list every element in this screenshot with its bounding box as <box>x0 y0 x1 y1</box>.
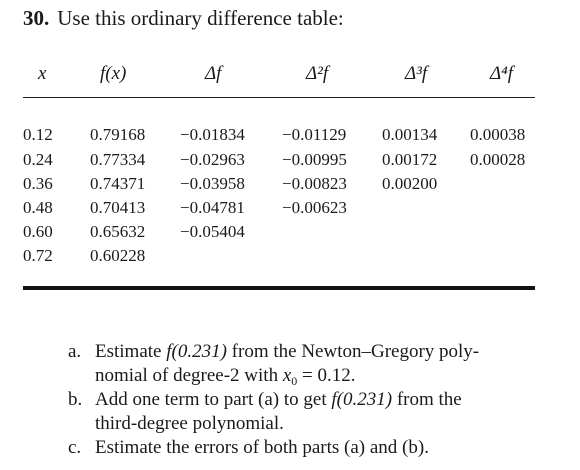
part-text: from the <box>392 389 462 410</box>
table-row <box>0 222 580 248</box>
header-delta4-f: Δ⁴f <box>490 63 514 84</box>
cell-delta3-f: 0.00134 <box>382 125 438 144</box>
cell-x: 0.72 <box>23 246 53 265</box>
cell-fx: 0.70413 <box>90 198 146 217</box>
table-row <box>0 125 580 151</box>
cell-x: 0.12 <box>23 125 53 144</box>
cell-delta3-f: 0.00172 <box>382 150 438 169</box>
cell-delta-f: −0.04781 <box>180 198 245 217</box>
problem-parts <box>68 340 568 460</box>
part-label: c. <box>68 437 82 458</box>
header-delta2-f: Δ²f <box>306 63 329 84</box>
cell-delta-f: −0.05404 <box>180 222 245 241</box>
cell-delta2-f: −0.00823 <box>282 174 347 193</box>
table-header-row <box>0 63 580 93</box>
cell-delta-f: −0.03958 <box>180 174 245 193</box>
part-text: third-degree polynomial. <box>95 413 284 434</box>
part-b <box>68 388 568 436</box>
part-text: Estimate the errors of both parts (a) and (b). <box>95 437 429 458</box>
cell-x: 0.24 <box>23 150 53 169</box>
cell-x: 0.48 <box>23 198 53 217</box>
table-row <box>0 198 580 224</box>
table-row <box>0 174 580 200</box>
header-delta-f: Δf <box>205 63 222 84</box>
cell-x: 0.60 <box>23 222 53 241</box>
part-text: = 0.12. <box>297 365 356 386</box>
header-x: x <box>38 63 47 84</box>
part-math: f(0.231) <box>331 389 393 410</box>
part-text: from the Newton–Gregory poly- <box>226 341 480 362</box>
part-c <box>68 436 568 460</box>
table-row <box>0 246 580 272</box>
cell-delta3-f: 0.00200 <box>382 174 438 193</box>
cell-fx: 0.74371 <box>90 174 146 193</box>
problem-heading <box>23 6 344 31</box>
cell-x: 0.36 <box>23 174 53 193</box>
part-math: x <box>282 365 292 386</box>
cell-delta4-f: 0.00038 <box>470 125 526 144</box>
cell-delta-f: −0.02963 <box>180 150 245 169</box>
problem-prompt: Use this ordinary difference table: <box>57 6 344 30</box>
part-a <box>68 340 568 388</box>
part-text: Add one term to part (a) to get <box>95 389 332 410</box>
cell-fx: 0.65632 <box>90 222 146 241</box>
header-fx: f(x) <box>100 63 127 84</box>
part-text: Estimate <box>95 341 167 362</box>
cell-fx: 0.77334 <box>90 150 146 169</box>
cell-delta4-f: 0.00028 <box>470 150 526 169</box>
part-label: b. <box>68 389 83 410</box>
part-label: a. <box>68 341 82 362</box>
cell-delta2-f: −0.00623 <box>282 198 347 217</box>
part-text: nomial of degree-2 with <box>95 365 283 386</box>
table-row <box>0 150 580 176</box>
part-subscript: 0 <box>291 374 298 388</box>
header-rule <box>23 97 535 98</box>
cell-delta2-f: −0.01129 <box>282 125 347 144</box>
cell-fx: 0.60228 <box>90 246 146 265</box>
problem-number: 30. <box>23 6 50 30</box>
table-bottom-rule <box>23 286 535 290</box>
cell-delta-f: −0.01834 <box>180 125 245 144</box>
header-delta3-f: Δ³f <box>405 63 428 84</box>
cell-delta2-f: −0.00995 <box>282 150 347 169</box>
cell-fx: 0.79168 <box>90 125 146 144</box>
part-math: f(0.231) <box>166 341 227 362</box>
